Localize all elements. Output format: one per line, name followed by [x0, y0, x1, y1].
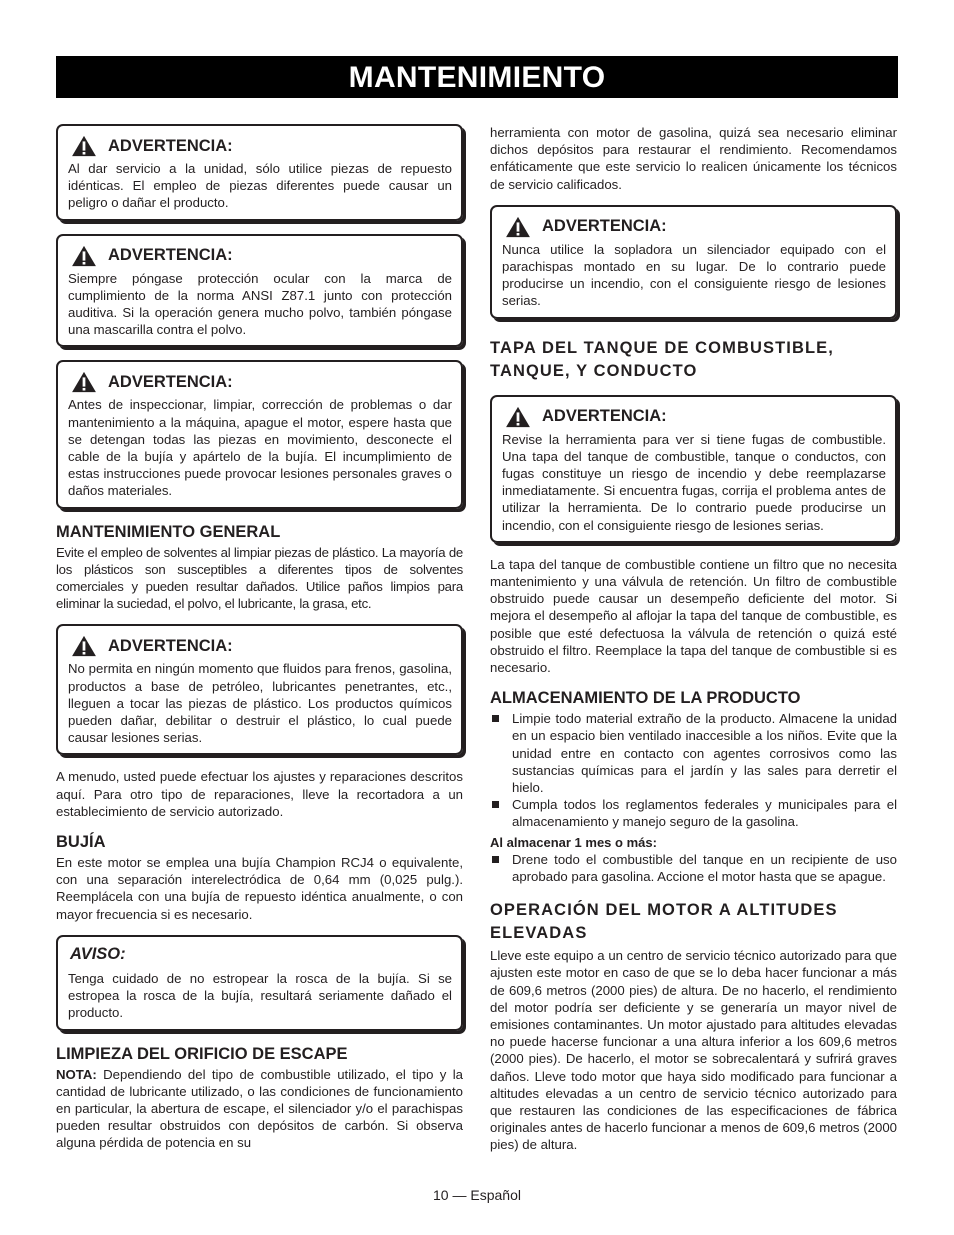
warning-triangle-icon	[504, 406, 532, 428]
warning-text: Al dar servicio a la unidad, sólo utilice piezas de repuesto idénticas. El empleo de piezas diferentes puede causar un peligro o dañar el producto.	[68, 161, 452, 211]
warning-label: ADVERTENCIA:	[108, 246, 233, 265]
section-bujia	[56, 832, 463, 923]
right-column	[490, 124, 897, 1166]
warning-box-fugas	[490, 395, 897, 543]
warning-label: ADVERTENCIA:	[108, 372, 233, 391]
warning-text: Antes de inspeccionar, limpiar, corrección de problemas o dar mantenimiento a la máquina, apague el motor, espere hasta que se detengan todas las piezas en movimiento, desconecte el cable de la bujía y apártelo de la bujía. El incumplimiento de estas instrucciones puede provocar lesiones personales graves o daños materiales.	[68, 397, 452, 499]
warning-text: Revise la herramienta para ver si tiene fugas de combustible. Una tapa del tanque de combustible, tanque o conductos, con fugas constituye un riesgo de incendio y debe reemplazarse inmediatamente. Si encuentra fugas, corrija el problema antes de utilizar la herramienta. De lo contrario puede producirse un incendio, con el consiguiente riesgo de lesiones serias.	[502, 431, 886, 533]
section-text: Evite el empleo de solventes al limpiar piezas de plástico. La mayoría de los plásticos son susceptibles a diferentes tipos de solventes comerciales y pueden resultar dañados. Utilice paños limpios para eliminar la suciedad, el polvo, el lubricante, la grasa, etc.	[56, 544, 463, 612]
warning-label: ADVERTENCIA:	[108, 636, 233, 655]
section-text: En este motor se emplea una bujía Champion RCJ4 o equivalente, con una separación interelectródica de 0,64 mm (0,025 pulg.). Reemplácela con una bujía de repuesto idéntica anualmente, o con mayor frecuencia si es necesario.	[56, 855, 463, 922]
section-almacenamiento	[490, 688, 897, 885]
warning-label: ADVERTENCIA:	[108, 136, 233, 155]
section-text: La tapa del tanque de combustible contiene un filtro que no necesita mantenimiento y una válvula de retención. Un filtro de combustible obstruido puede causar un desempeño deficiente del motor. Si mejora el desempeño al aflojar la tapa del tanque de combustible, es posible que esté defectuosa la válvula de retención o quizá esté obstruido el filtro. Reemplace la tapa del tanque de combustible si es necesario.	[490, 556, 897, 676]
notice-text: Tenga cuidado de no estropear la rosca de la bujía. Si se estropea la rosca de la bujía, resultará seriamente dañado el producto.	[68, 970, 452, 1021]
section-heading: TAPA DEL TANQUE DE COMBUSTIBLE, TANQUE, Y CONDUCTO	[490, 338, 834, 380]
warning-box-silenciador	[490, 205, 897, 319]
section-text	[56, 1066, 463, 1152]
left-column	[56, 124, 463, 1164]
warning-triangle-icon	[70, 635, 98, 657]
warning-box-inspeccion	[56, 360, 463, 508]
notice-box-aviso	[56, 935, 463, 1031]
page-footer: 10 — Español	[433, 1187, 521, 1203]
adjustments-paragraph	[56, 768, 463, 820]
tank-paragraph	[490, 556, 897, 676]
bullet-square-icon	[492, 856, 499, 863]
warning-label: ADVERTENCIA:	[542, 217, 667, 236]
warning-box-fluidos	[56, 624, 463, 755]
bullet-square-icon	[492, 801, 499, 808]
list-item: Cumpla todos los reglamentos federales y municipales para el almacenamiento y manejo seguro de la gasolina.	[490, 796, 897, 830]
section-heading: LIMPIEZA DEL ORIFICIO DE ESCAPE	[56, 1044, 348, 1063]
list-item: Drene todo el combustible del tanque en un recipiente de uso aprobado para gasolina. Accione el motor hasta que se apague.	[490, 851, 897, 885]
section-heading: OPERACIÓN DEL MOTOR A ALTITUDES ELEVADAS	[490, 901, 838, 943]
nota-label: NOTA:	[56, 1066, 97, 1082]
bullet-square-icon	[492, 715, 499, 722]
warning-text: Nunca utilice la sopladora un silenciador equipado con el parachispas montado en su lugar. De lo contrario puede producirse un incendio, con el consiguiente riesgo de lesiones serias.	[502, 241, 886, 309]
section-limpieza-escape	[56, 1044, 463, 1152]
warning-triangle-icon	[504, 216, 532, 238]
section-mantenimiento-general	[56, 522, 463, 613]
section-heading: MANTENIMIENTO GENERAL	[56, 522, 281, 541]
section-tapa-tanque	[490, 337, 897, 383]
warning-text: Siempre póngase protección ocular con la marca de cumplimiento de la norma ANSI Z87.1 junto con protección auditiva. Si la operación genera mucho polvo, también póngase una mascarilla contra el polvo.	[68, 270, 452, 338]
storage-subheading: Al almacenar 1 mes o más:	[490, 834, 657, 850]
section-text: Lleve este equipo a un centro de servicio técnico autorizado para que ajusten este motor en caso de que se lo deba hacer funcionar a más de 609,6 metros (2000 pies) de altura. De no hacerlo, el rendimiento del motor podría ser deficiente y se generaría un mayor nivel de emisiones contaminantes. Un motor ajustado para altitudes elevadas no puede hacerse funcionar a una altura inferior a los 609,6 metros (2000 pies). De hacerlo, el motor se sobrecalentará y sufrirá graves daños. Lleve todo motor que haya sido modificado para funcionar a altitudes elevadas a un centro de servicio técnico autorizado para que restauren las condiciones de las especificaciones de fábrica originales antes de hacerlo funcionar a menos de 609,6 metros (2000 pies) de altura.	[490, 948, 897, 1153]
warning-triangle-icon	[70, 245, 98, 267]
list-item: Limpie todo material extraño de la producto. Almacene la unidad en un espacio bien ventilado inaccesible a los niños. Evite que la unidad entre en contacto con agentes corrosivos como las sustancias químicas para el jardín y las sales para derretir el hielo.	[490, 710, 897, 796]
section-altitudes	[490, 899, 897, 1153]
warning-box-proteccion	[56, 234, 463, 348]
warning-label: ADVERTENCIA:	[542, 407, 667, 426]
nota-text: Dependiendo del tipo de combustible utilizado, el tipo y la cantidad de lubricante utilizado, o las condiciones de funcionamiento en particular, la abertura de escape, el silenciador y/o el parachispas pueden resultar obstruidos con depósitos de carbón. Si observa alguna pérdida de potencia en su	[56, 1066, 463, 1151]
section-heading: BUJÍA	[56, 833, 106, 852]
section-text: A menudo, usted puede efectuar los ajustes y reparaciones descritos aquí. Para otro tipo de reparaciones, lleve la recortadora a un establecimiento de servicio autorizado.	[56, 769, 463, 819]
section-heading: ALMACENAMIENTO DE LA PRODUCTO	[490, 689, 801, 708]
warning-triangle-icon	[70, 371, 98, 393]
warning-triangle-icon	[70, 135, 98, 157]
page-title: MANTENIMIENTO	[56, 56, 898, 98]
warning-text: No permita en ningún momento que fluidos para frenos, gasolina, productos a base de petróleo, lubricantes penetrantes, etc., lleguen a tocar las piezas de plástico. Los productos químicos pueden dañar, debilitar o destruir el plástico, lo cual puede causar lesiones serias.	[68, 661, 452, 746]
notice-label: AVISO:	[70, 944, 126, 963]
section-text: herramienta con motor de gasolina, quizá sea necesario eliminar dichos depósitos para restaurar el rendimiento. Recomendamos enfáticamente que este servicio lo realicen únicamente los técnicos de servicio calificados.	[490, 125, 897, 192]
warning-box-repuesto	[56, 124, 463, 221]
escape-continuation	[490, 124, 897, 193]
